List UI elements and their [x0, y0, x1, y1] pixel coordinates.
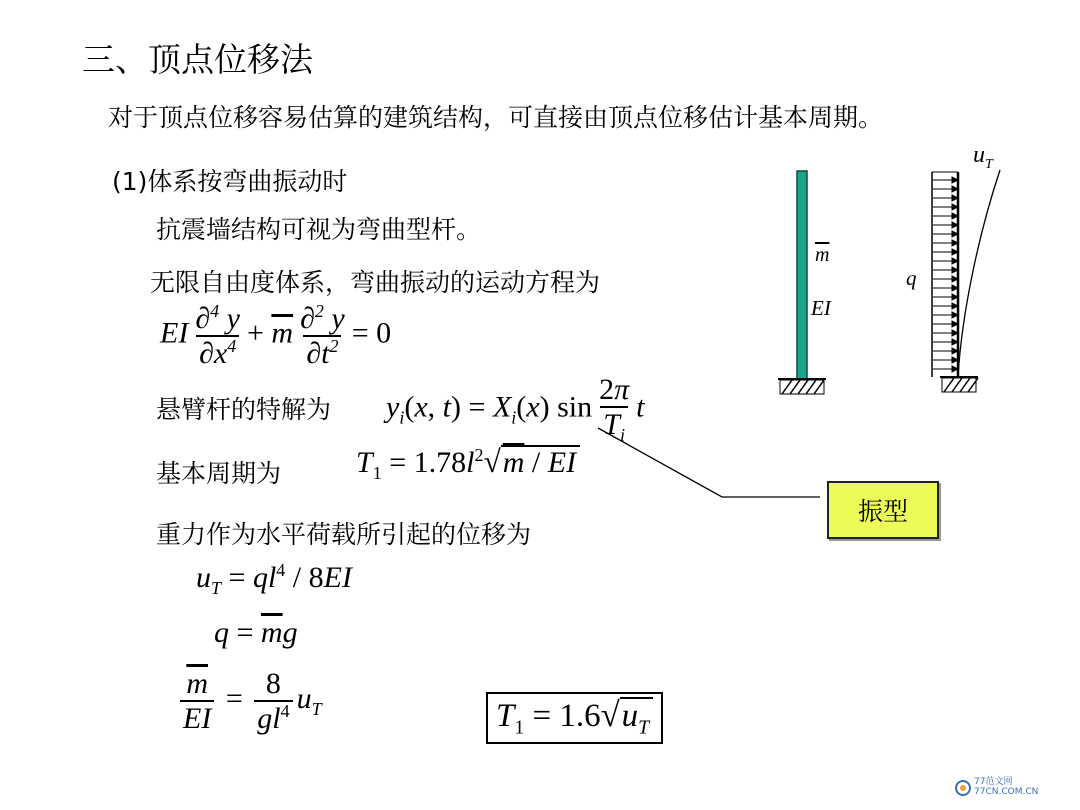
stiffness-label: EI: [811, 296, 831, 320]
motion-equation: EI $\frac{\partial^4 y}{\partial x^4}$ + $\overline{m}$ $\frac{\partial^2 y}{\partial t^2}$ = 0: [160, 301, 392, 370]
displacement-formula: $u_T = ql^4 / 8EI$: [196, 560, 352, 598]
load-label: q: [906, 266, 917, 290]
page-title: 三、顶点位移法: [82, 40, 313, 79]
period-text: 基本周期为: [156, 459, 282, 488]
item-1-heading: (1)体系按弯曲振动时: [112, 167, 348, 196]
top-displacement-label: $u_T$: [973, 142, 993, 172]
mass-label: $\overline{m}$: [815, 244, 830, 266]
watermark-line-1: 77范文网: [974, 777, 1013, 787]
load-arrows: [933, 177, 958, 372]
particular-text: 悬臂杆的特解为: [156, 395, 332, 424]
watermark-line-2: 77CN.COM.CN: [974, 787, 1039, 797]
period-formula: $T_1 = 1.78l^2√m$ / EI: [356, 444, 580, 484]
result-formula: $T_1 = 1.6√u_T$: [486, 692, 663, 744]
cantilever-figure: [776, 168, 832, 400]
watermark: [974, 777, 1038, 797]
mass-stiffness-formula: $\frac{\overline{m}}{EI}$ = $\frac{8}{gl^4}$ $u_T$: [176, 668, 322, 735]
wall-text: 抗震墙结构可视为弯曲型杆。: [156, 215, 482, 244]
gravity-text: 重力作为水平荷载所引起的位移为: [156, 520, 532, 549]
particular-solution: $y_i(x$, $t) = X_i(x)$ sin $\frac{2\pi}{T_i}$ t: [386, 373, 645, 445]
equation-intro: 无限自由度体系，弯曲振动的运动方程为: [150, 268, 601, 297]
deflection-curve: [958, 170, 1000, 377]
load-formula: $q = \overline{m}g$: [214, 616, 298, 649]
intro-text: 对于顶点位移容易估算的建筑结构，可直接由顶点位移估计基本周期。: [108, 103, 884, 132]
column-bar: [797, 171, 807, 379]
mode-shape-label: 振型: [827, 481, 939, 539]
watermark-logo-icon: [954, 777, 972, 799]
